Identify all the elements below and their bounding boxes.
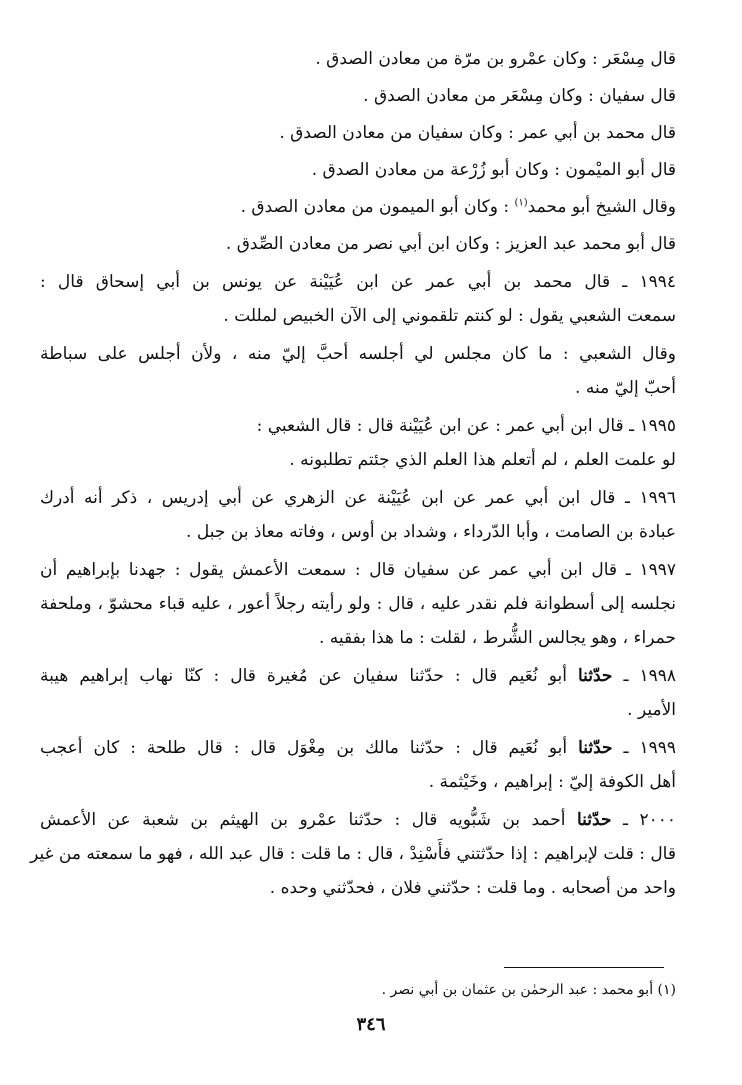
text-line: ٢٠٠٠ ـ حدّثنا أحمد بن شَبُّويه قال : حدّثنا عمْرو بن الهيثم بن شعبة عن الأعمش xyxy=(40,810,676,830)
text-line: عبادة بن الصامت ، وأبا الدّرداء ، وشداد بن أوس ، وفاته معاذ بن جبل . xyxy=(186,522,676,542)
text-line: أهل الكوفة إليّ : إبراهيم ، وخَيْثمة . xyxy=(428,772,676,792)
text-line: قال : قلت لإبراهيم : إذا حدّثتني فأَسْنِدْ ، قال : ما قلت : قال عبد الله ، فهو ما سمعته من غير xyxy=(30,844,676,864)
text-line: لو علمت العلم ، لم أتعلم هذا العلم الذي جئتم تطلبونه . xyxy=(289,450,676,470)
text-line: ١٩٩٥ ـ قال ابن أبي عمر : عن ابن عُيَيْنة قال : قال الشعبي : xyxy=(256,416,676,436)
footnote: (١) أبو محمد : عبد الرحمٰن بن عثمان بن أبي نصر . xyxy=(381,982,676,998)
text-line: ١٩٩٩ ـ حدّثنا أبو نُعَيم قال : حدّثنا مالك بن مِغْوَل قال : قال طلحة : كان أعجب xyxy=(40,738,676,758)
text-line: ١٩٩٤ ـ قال محمد بن أبي عمر عن ابن عُيَيْنة عن يونس بن أبي إسحاق قال : xyxy=(40,272,676,292)
text-line: ١٩٩٦ ـ قال ابن أبي عمر عن ابن عُيَيْنة عن الزهري عن أبي إدريس ، ذكر أنه أدرك xyxy=(40,488,676,508)
text-line: أحبّ إليّ منه . xyxy=(575,378,676,398)
text-line: قال محمد بن أبي عمر : وكان سفيان من معادن الصدق . xyxy=(279,123,676,143)
text-line: وقال الشيخ أبو محمد$^{(١)}$ : وكان أبو الميمون من معادن الصدق . xyxy=(240,197,676,217)
text-line: حمراء ، وهو يجالس الشُّرط ، لقلت : ما هذا بفقيه . xyxy=(318,628,676,648)
text-line: وقال الشعبي : ما كان مجلس لي أجلسه أحبَّ إليّ منه ، ولأن أجلس على سباطة xyxy=(40,344,676,364)
text-line: الأمير . xyxy=(627,700,676,720)
text-line: سمعت الشعبي يقول : لو كنتم تلقموني إلى الآن الخبيص لمللت . xyxy=(223,306,676,326)
text-line: نجلسه إلى أسطوانة فلم نقدر عليه ، قال : ولو رأيته رجلاً أعور ، عليه قباء محشوّ ، وملحفة xyxy=(40,594,676,614)
text-line: ١٩٩٧ ـ قال ابن أبي عمر عن سفيان قال : سمعت الأعمش يقول : جهدنا بإبراهيم أن xyxy=(40,560,676,580)
text-line: واحد من أصحابه . وما قلت : حدّثني فلان ، فحدّثني وحده . xyxy=(269,878,676,898)
footnote-divider xyxy=(504,967,664,968)
text-line: ١٩٩٨ ـ حدّثنا أبو نُعَيم قال : حدّثنا سفيان عن مُغيرة قال : كنّا نهاب إبراهيم هيبة xyxy=(40,666,676,686)
page-number: ٣٤٦ xyxy=(356,1014,386,1035)
text-line: قال مِسْعَر : وكان عمْرو بن مرّة من معادن الصدق . xyxy=(315,49,676,69)
text-line: قال أبو محمد عبد العزيز : وكان ابن أبي نصر من معادن الصِّدق . xyxy=(225,234,676,254)
text-line: قال سفيان : وكان مِسْعَر من معادن الصدق . xyxy=(363,86,676,106)
text-line: قال أبو الميْمون : وكان أبو زُرْعة من معادن الصدق . xyxy=(311,160,676,180)
